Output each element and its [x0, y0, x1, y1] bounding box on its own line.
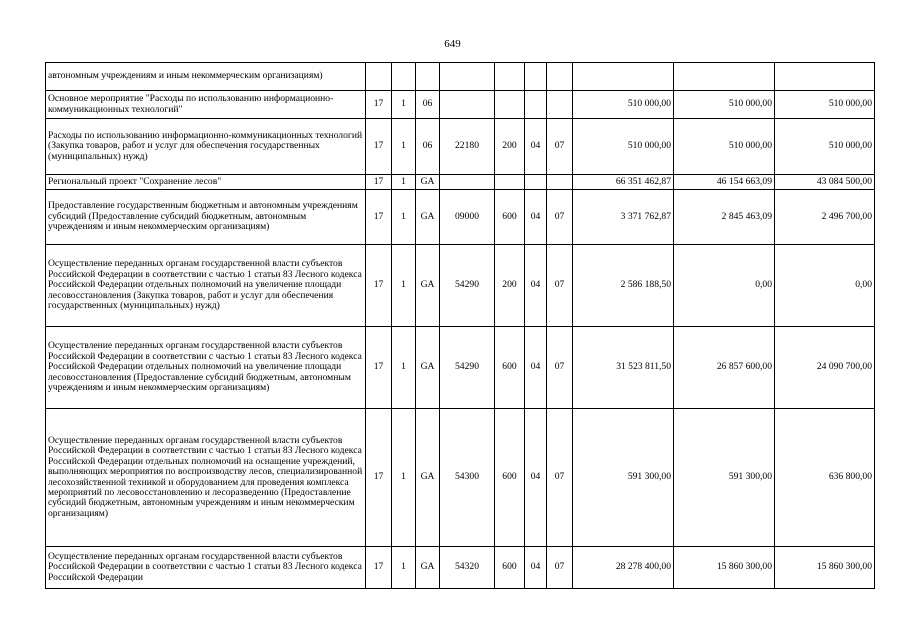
cell-amount-3: 43 084 500,00 [775, 175, 875, 190]
cell-amount-3 [775, 63, 875, 91]
cell-expense-type [495, 175, 525, 190]
row-description: Осуществление переданных органам государственной власти субъектов Российской Федерации в соответствии с частью 1 статьи 83 Лесного кодекса Российской Федерации отдельных полномочий на оснащение учреждений, выполняющих мероприятия по воспроизводству лесов, специализированной лесохозяйственной техникой и оборудованием для проведения комплекса мероприятий по лесовосстановлению и лесоразведению (Предоставление субсидий бюджетным, автономным учреждениям и иным некоммерческим организациям) [46, 409, 366, 547]
table-row [46, 547, 875, 589]
cell-amount-1: 591 300,00 [573, 409, 674, 547]
table-row [46, 63, 875, 91]
cell-amount-1: 510 000,00 [573, 119, 674, 175]
cell-code-3: 06 [416, 91, 440, 119]
cell-code-1: 17 [366, 190, 392, 245]
cell-target-article: 54320 [440, 547, 495, 589]
cell-amount-2: 46 154 663,09 [674, 175, 775, 190]
table-row [46, 245, 875, 327]
cell-amount-3: 510 000,00 [775, 119, 875, 175]
cell-code-2: 1 [392, 409, 416, 547]
cell-amount-1: 2 586 188,50 [573, 245, 674, 327]
cell-code-3: GA [416, 327, 440, 409]
cell-code-2: 1 [392, 190, 416, 245]
cell-expense-type: 200 [495, 245, 525, 327]
cell-amount-2 [674, 63, 775, 91]
cell-amount-2: 15 860 300,00 [674, 547, 775, 589]
cell-target-article [440, 175, 495, 190]
cell-subsection: 07 [547, 190, 573, 245]
cell-amount-3: 510 000,00 [775, 91, 875, 119]
cell-code-3: GA [416, 190, 440, 245]
cell-target-article: 54300 [440, 409, 495, 547]
row-description: Расходы по использованию информационно-коммуникационных технологий (Закупка товаров, работ и услуг для обеспечения государственных (муниципальных) нужд) [46, 119, 366, 175]
cell-section: 04 [525, 119, 547, 175]
page-number: 649 [444, 38, 461, 50]
cell-code-3: GA [416, 409, 440, 547]
cell-expense-type: 600 [495, 190, 525, 245]
cell-subsection [547, 63, 573, 91]
table-row [46, 119, 875, 175]
cell-expense-type [495, 91, 525, 119]
row-description: Осуществление переданных органам государственной власти субъектов Российской Федерации в соответствии с частью 1 статьи 83 Лесного кодекса Российской Федерации [46, 547, 366, 589]
cell-code-1 [366, 63, 392, 91]
cell-subsection [547, 175, 573, 190]
row-description: Основное мероприятие "Расходы по использованию информационно-коммуникационных технологий" [46, 91, 366, 119]
row-description: автономным учреждениям и иным некоммерческим организациям) [46, 63, 366, 91]
row-description: Предоставление государственным бюджетным и автономным учреждениям субсидий (Предоставление субсидий бюджетным, автономным учреждениям и иным некоммерческим организациям) [46, 190, 366, 245]
cell-code-1: 17 [366, 547, 392, 589]
table-row [46, 327, 875, 409]
cell-code-1: 17 [366, 245, 392, 327]
cell-amount-1: 510 000,00 [573, 91, 674, 119]
cell-expense-type [495, 63, 525, 91]
cell-target-article [440, 91, 495, 119]
row-description: Осуществление переданных органам государственной власти субъектов Российской Федерации в соответствии с частью 1 статьи 83 Лесного кодекса Российской Федерации отдельных полномочий на увеличение площади лесовосстановления (Предоставление субсидий бюджетным, автономным учреждениям и иным некоммерческим организациям) [46, 327, 366, 409]
row-description: Региональный проект "Сохранение лесов" [46, 175, 366, 190]
cell-section: 04 [525, 245, 547, 327]
cell-subsection: 07 [547, 547, 573, 589]
cell-code-3: GA [416, 175, 440, 190]
cell-amount-3: 15 860 300,00 [775, 547, 875, 589]
budget-table [45, 62, 875, 589]
cell-amount-1: 66 351 462,87 [573, 175, 674, 190]
cell-target-article [440, 63, 495, 91]
cell-expense-type: 600 [495, 327, 525, 409]
cell-expense-type: 600 [495, 409, 525, 547]
cell-amount-1 [573, 63, 674, 91]
table-row [46, 190, 875, 245]
cell-amount-2: 0,00 [674, 245, 775, 327]
cell-amount-3: 24 090 700,00 [775, 327, 875, 409]
cell-amount-3: 636 800,00 [775, 409, 875, 547]
cell-code-2: 1 [392, 119, 416, 175]
cell-section: 04 [525, 327, 547, 409]
cell-code-2: 1 [392, 91, 416, 119]
cell-subsection: 07 [547, 409, 573, 547]
cell-target-article: 22180 [440, 119, 495, 175]
cell-amount-2: 510 000,00 [674, 91, 775, 119]
cell-amount-3: 2 496 700,00 [775, 190, 875, 245]
cell-section: 04 [525, 409, 547, 547]
cell-code-2: 1 [392, 547, 416, 589]
cell-amount-1: 28 278 400,00 [573, 547, 674, 589]
row-description: Осуществление переданных органам государственной власти субъектов Российской Федерации в соответствии с частью 1 статьи 83 Лесного кодекса Российской Федерации отдельных полномочий на увеличение площади лесовосстановления (Закупка товаров, работ и услуг для обеспечения государственных (муниципальных) нужд) [46, 245, 366, 327]
cell-code-2: 1 [392, 245, 416, 327]
cell-code-2: 1 [392, 175, 416, 190]
cell-code-3: GA [416, 547, 440, 589]
cell-section: 04 [525, 547, 547, 589]
cell-section [525, 91, 547, 119]
cell-amount-1: 31 523 811,50 [573, 327, 674, 409]
cell-subsection: 07 [547, 327, 573, 409]
table-row [46, 175, 875, 190]
cell-expense-type: 200 [495, 119, 525, 175]
cell-code-2: 1 [392, 327, 416, 409]
cell-code-1: 17 [366, 91, 392, 119]
cell-target-article: 09000 [440, 190, 495, 245]
cell-section [525, 63, 547, 91]
cell-expense-type: 600 [495, 547, 525, 589]
table-row [46, 409, 875, 547]
cell-amount-1: 3 371 762,87 [573, 190, 674, 245]
cell-amount-2: 591 300,00 [674, 409, 775, 547]
cell-subsection [547, 91, 573, 119]
cell-amount-2: 2 845 463,09 [674, 190, 775, 245]
cell-subsection: 07 [547, 245, 573, 327]
cell-code-1: 17 [366, 327, 392, 409]
cell-code-1: 17 [366, 175, 392, 190]
cell-target-article: 54290 [440, 327, 495, 409]
cell-section [525, 175, 547, 190]
cell-subsection: 07 [547, 119, 573, 175]
cell-amount-2: 510 000,00 [674, 119, 775, 175]
cell-amount-2: 26 857 600,00 [674, 327, 775, 409]
cell-code-1: 17 [366, 119, 392, 175]
cell-code-1: 17 [366, 409, 392, 547]
cell-code-3: GA [416, 245, 440, 327]
cell-section: 04 [525, 190, 547, 245]
cell-code-3 [416, 63, 440, 91]
cell-target-article: 54290 [440, 245, 495, 327]
table-row [46, 91, 875, 119]
cell-code-2 [392, 63, 416, 91]
cell-code-3: 06 [416, 119, 440, 175]
cell-amount-3: 0,00 [775, 245, 875, 327]
